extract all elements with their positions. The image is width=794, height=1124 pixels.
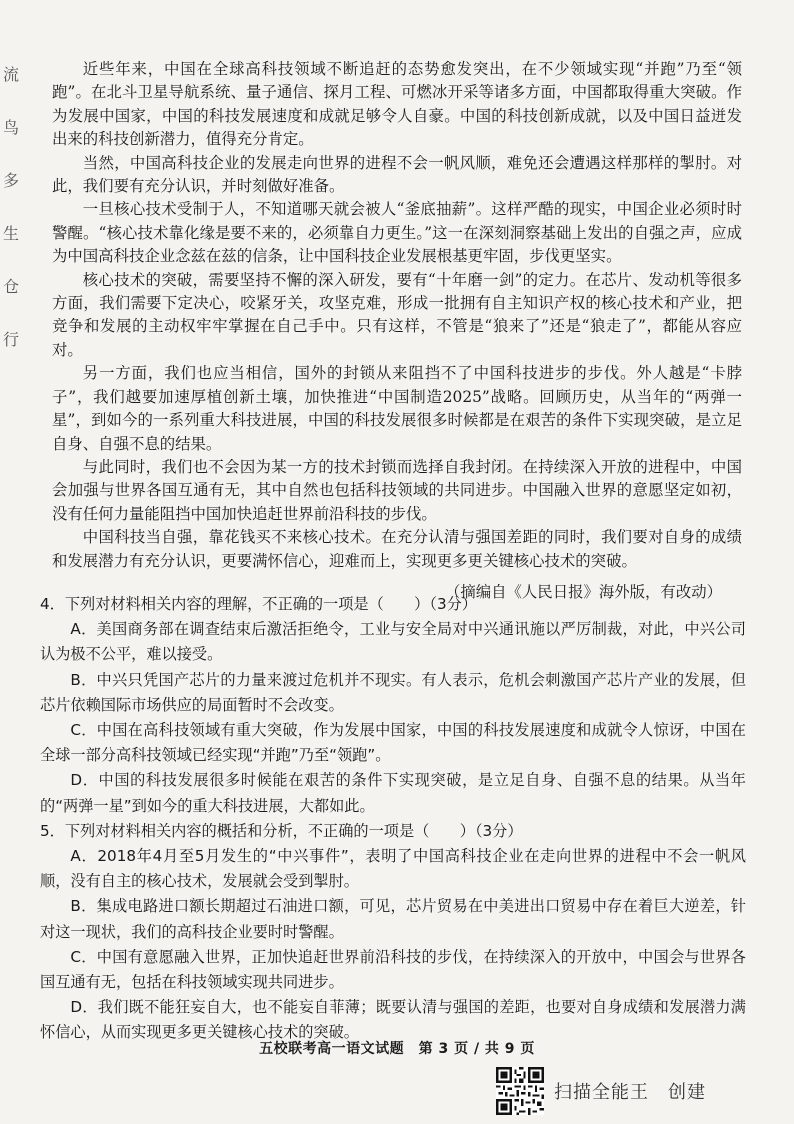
margin-char: 行: [2, 330, 19, 349]
passage-paragraph: 一旦核心技术受制于人，不知道哪天就会被人“釜底抽薪”。这样严酷的现实，中国企业必须时时警醒。“核心技术靠化缘是要不来的，必须靠自力更生。”这一在深刻洞察基础上发出的自强之声，应成为中国高科技企业念兹在兹的信条，让中国科技企业发展根基更牢固，步伐更坚实。: [52, 200, 742, 266]
margin-char: 鸟: [2, 118, 19, 137]
question-5-option-d: D．我们既不能狂妄自大，也不能妄自菲薄；既要认清与强国的差距，也要对自身成绩和发展潜力满怀信心，从而实现更多更关键核心技术的突破。: [40, 998, 746, 1042]
questions-section: [40, 592, 746, 1046]
page-footer: 五校联考高一语文试题 第 3 页 / 共 9 页: [259, 1041, 535, 1057]
passage-source: （摘编自《人民日报》海外版，有改动）: [444, 582, 722, 601]
question-4-option-c: C．中国在高科技领域有重大突破，作为发展中国家，中国的科技发展速度和成就令人惊讶，中国在全球一部分高科技领域已经实现“并跑”乃至“领跑”。: [40, 721, 746, 765]
margin-char: 流: [2, 65, 19, 84]
reading-passage: [52, 58, 742, 604]
left-margin-fragments: [0, 62, 22, 382]
scanner-label: 扫描全能王 创建: [554, 1082, 706, 1103]
question-5-option-b: B．集成电路进口额长期超过石油进口额，可见，芯片贸易在中美进出口贸易中存在着巨大逆差，针对这一现状，我们的高科技企业要时时警醒。: [40, 897, 746, 941]
question-4-option-a: A．美国商务部在调查结束后激活拒绝令，工业与安全局对中兴通讯施以严厉制裁，对此，中兴公司认为极不公平，难以接受。: [40, 620, 746, 664]
question-4-option-b: B．中兴只凭国产芯片的力量来渡过危机并不现实。有人表示，危机会刺激国产芯片产业的发展，但芯片依赖国际市场供应的局面暂时不会改变。: [40, 670, 746, 714]
question-4-option-d: D．中国的科技发展很多时候能在艰苦的条件下实现突破，是立足自身、自强不息的结果。从当年的“两弹一星”到如今的重大科技进展，大都如此。: [40, 771, 746, 815]
passage-paragraph: 近些年来，中国在全球高科技领域不断追赶的态势愈发突出，在不少领域实现“并跑”乃至“领跑”。在北斗卫星导航系统、量子通信、探月工程、可燃冰开采等诸多方面，中国都取得重大突破。作为发展中国家，中国的科技发展速度和成就足够令人自豪。中国的科技创新成就，以及中国日益迸发出来的科技创新潜力，值得充分肯定。: [52, 60, 742, 149]
question-5-stem: 5．下列对材料相关内容的概括和分析，不正确的一项是（ ）（3分）: [40, 821, 523, 840]
margin-char: 生: [2, 224, 19, 243]
passage-paragraph: 当然，中国高科技企业的发展走向世界的进程不会一帆风顺，难免还会遭遇这样那样的掣肘。对此，我们要有充分认识，并时刻做好准备。: [52, 153, 742, 196]
passage-paragraph: 中国科技当自强，靠花钱买不来核心技术。在充分认清与强国差距的同时，我们要对自身的成绩和发展潜力有充分认识，更要满怀信心，迎难而上，实现更多更关键核心技术的突破。: [52, 528, 742, 570]
passage-paragraph: 另一方面，我们也应当相信，国外的封锁从来阻挡不了中国科技进步的步伐。外人越是“卡脖子”，我们越要加速厚植创新土壤，加快推进“中国制造2025”战略。回顾历史，从当年的“两弹一星”，到如今的一系列重大科技进展，中国的科技发展很多时候都是在艰苦的条件下实现突破，是立足自身、自强不息的结果。: [52, 364, 742, 453]
passage-paragraph: 核心技术的突破，需要坚持不懈的深入研发，要有“十年磨一剑”的定力。在芯片、发动机等很多方面，我们需要下定决心，咬紧牙关，攻坚克难，形成一批拥有自主知识产权的核心技术和产业，把竞争和发展的主动权牢牢掌握在自己手中。只有这样，不管是“狼来了”还是“狼走了”，都能从容应对。: [52, 270, 742, 359]
question-5-option-a: A．2018年4月至5月发生的“中兴事件”，表明了中国高科技企业在走向世界的进程中不会一帆风顺，没有自主的核心技术，发展就会受到掣肘。: [40, 847, 746, 891]
margin-char: 仓: [2, 277, 19, 296]
qr-code-icon: [496, 1067, 544, 1115]
question-5-option-c: C．中国有意愿融入世界，正加快追赶世界前沿科技的步伐，在持续深入的开放中，中国会与世界各国互通有无，包括在科技领域实现共同进步。: [40, 947, 746, 992]
passage-paragraph: 与此同时，我们也不会因为某一方的技术封锁而选择自我封闭。在持续深入开放的进程中，中国会加强与世界各国互通有无，其中自然也包括科技领域的共同进步。中国融入世界的意愿坚定如初，没有任何力量能阻挡中国加快追赶世界前沿科技的步伐。: [52, 457, 742, 523]
question-4-stem: 4．下列对材料相关内容的理解，不正确的一项是（ ）（3分）: [40, 595, 477, 613]
margin-char: 多: [2, 171, 19, 190]
scanner-watermark: [496, 1066, 706, 1116]
